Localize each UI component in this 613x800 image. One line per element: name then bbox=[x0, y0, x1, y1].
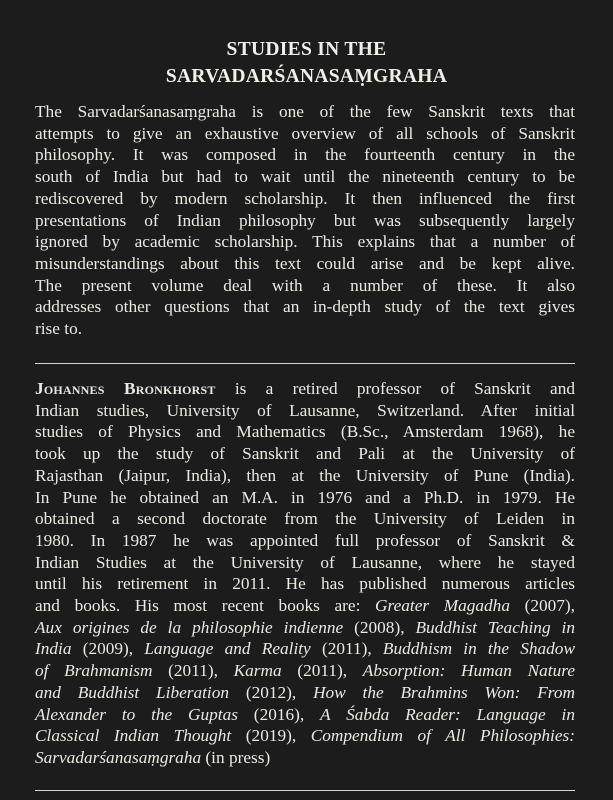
bio-text: (2007), bbox=[509, 596, 575, 616]
author-name: Johannes Bronkhorst bbox=[35, 379, 216, 398]
book-title-ref: How the Brahmins Won: From bbox=[313, 682, 575, 702]
bio-line: Indian studies, University of Lausanne, Switzerland. After initial bbox=[35, 400, 575, 420]
book-title-ref: A Śabda Reader: Language in bbox=[320, 704, 575, 724]
bio-line bbox=[35, 638, 575, 660]
bio-line: until his retirement in 2011. He has published numerous articles bbox=[35, 574, 575, 594]
book-title-line-2: SARVADARŚANASAṂGRAHA bbox=[165, 66, 448, 87]
book-title-ref: Language and Reality bbox=[144, 639, 311, 659]
book-title-ref: Karma bbox=[233, 661, 282, 681]
book-title-ref: Greater Magadha bbox=[375, 596, 510, 616]
bio-line: Rajasthan (Jaipur, India), then at the University of Pune (India). bbox=[35, 465, 575, 485]
bio-text: (2009), bbox=[71, 639, 145, 659]
divider-bottom bbox=[35, 790, 575, 791]
book-title-ref: India bbox=[35, 639, 72, 659]
divider-top bbox=[35, 363, 575, 364]
blurb-line: misunderstandings about this text could arise and be kept alive. bbox=[35, 253, 575, 273]
blurb-line: philosophy. It was composed in the fourteenth century in the bbox=[35, 145, 575, 165]
book-title-ref: Classical Indian Thought bbox=[35, 726, 232, 746]
book-title-ref: Sarvadarśanasaṃgraha bbox=[35, 747, 202, 767]
bio-line: In Pune he obtained an M.A. in 1976 and a Ph.D. in 1979. He bbox=[35, 487, 575, 507]
bio-line: took up the study of Sanskrit and Pali at the University of bbox=[35, 444, 575, 464]
bio-text: (2011), bbox=[281, 661, 363, 681]
bio-text: (2016), bbox=[237, 704, 321, 724]
blurb-line: rediscovered by modern scholarship. It then influenced the first bbox=[35, 188, 575, 208]
author-bio-paragraph bbox=[35, 378, 575, 769]
bio-line bbox=[35, 704, 575, 726]
bio-line: obtained a second doctorate from the University of Leiden in bbox=[35, 509, 575, 529]
bio-line bbox=[35, 747, 575, 769]
bio-line: 1980. In 1987 he was appointed full professor of Sanskrit & bbox=[35, 530, 575, 550]
book-title-ref: Buddhist Teaching in bbox=[415, 617, 575, 637]
blurb-line: rise to. bbox=[35, 319, 83, 339]
bio-text: (2012), bbox=[229, 682, 314, 702]
blurb-line: The present volume deal with a number of these. It also bbox=[35, 275, 575, 295]
book-title-ref: Compendium of All Philosophies: bbox=[310, 726, 575, 746]
bio-text: (2019), bbox=[231, 726, 311, 746]
bio-line: Indian Studies at the University of Lausanne, where he stayed bbox=[35, 552, 575, 572]
bio-line bbox=[35, 595, 575, 617]
book-title-line-1: STUDIES IN THE bbox=[226, 39, 387, 60]
book-title-ref: Aux origines de la philosophie indienne bbox=[35, 617, 344, 637]
bio-text: (2011), bbox=[310, 639, 383, 659]
book-title-ref: Buddhism in the Shadow bbox=[382, 639, 575, 659]
book-title-ref: Absorption: Human Nature bbox=[362, 661, 575, 681]
bio-text: (in press) bbox=[201, 747, 271, 767]
bio-text: (2008), bbox=[343, 617, 416, 637]
bio-line bbox=[35, 660, 575, 682]
blurb-line: presentations of Indian philosophy but was subsequently largely bbox=[35, 210, 575, 230]
bio-line: studies of Physics and Mathematics (B.Sc., Amsterdam 1968), he bbox=[35, 422, 575, 442]
book-title-ref: Alexander to the Guptas bbox=[35, 704, 238, 724]
blurb-line: The Sarvadarśanasaṃgraha is one of the few Sanskrit texts that bbox=[35, 102, 575, 121]
bio-line bbox=[35, 725, 575, 747]
blurb-line: ignored by academic scholarship. This explains that a number of bbox=[35, 232, 575, 252]
book-title bbox=[0, 36, 613, 90]
book-title-ref: and Buddhist Liberation bbox=[35, 682, 230, 702]
bio-text: is a retired professor of Sanskrit and bbox=[215, 379, 575, 398]
blurb-line: south of India but had to wait until the nineteenth century to be bbox=[35, 167, 575, 187]
bio-line bbox=[35, 682, 575, 704]
bio-text: and books. His most recent books are: bbox=[35, 596, 376, 616]
blurb-paragraph bbox=[35, 101, 575, 340]
bio-line bbox=[35, 617, 575, 639]
bio-line bbox=[35, 378, 575, 400]
blurb-line: attempts to give an exhaustive overview of all schools of Sanskrit bbox=[35, 123, 575, 143]
bio-text: (2011), bbox=[152, 661, 234, 681]
blurb-line: addresses other questions that an in-depth study of the text gives bbox=[35, 297, 575, 317]
book-title-ref: of Brahmanism bbox=[35, 661, 153, 681]
